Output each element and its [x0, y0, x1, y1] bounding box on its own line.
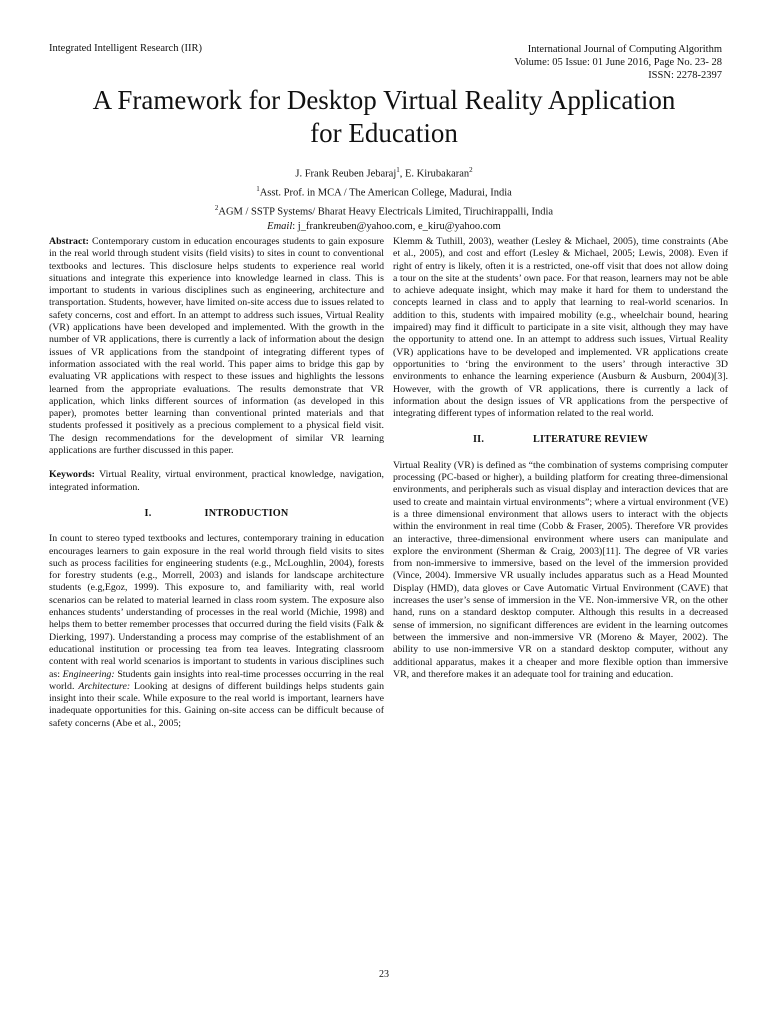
email-addresses: : j_frankreuben@yahoo.com, e_kiru@yahoo.com [292, 221, 501, 232]
abstract-label: Abstract: [49, 236, 89, 247]
author-2-mark: 2 [469, 166, 473, 174]
author-1: J. Frank Reuben Jebaraj [295, 168, 397, 180]
engineering-label: Engineering: [62, 668, 115, 680]
paper-title [20, 84, 748, 150]
author-2: , E. Kirubakaran [399, 168, 470, 180]
journal-info [514, 43, 722, 82]
section-number: I. [144, 507, 152, 519]
affiliation-2 [0, 201, 768, 220]
intro-text-1: In count to stereo typed textbooks and lectures, contemporary training in education encourages learners to gain exposure in the real world through field visits to sites such as process facilities for engineering students (e.g., McLoughlin, 2004), forests for forestry students (e.g., Morrell, 2003) and islands for landscape architecture students (e.g,Egoz, 1999). This exposure to, and familiarity with, real world scenarios can be related to material learned in class room system. The exposure also enhances students’ understanding of processes in the real world (Michie, 1998) and helps them to better remember processes that occurred during the field visits (Falk & Dierking, 1997). Understanding a process may comprise of the establishment of an educational institution or processing tea from tea leaves. Integrating classroom content with real world scenarios is important to students in various disciplines such as: [49, 533, 384, 680]
intro-text-2: Students gain insights into real-time processes occurring in the real world. [49, 668, 384, 692]
section-title: INTRODUCTION [204, 507, 289, 519]
title-line-2: for Education [310, 118, 458, 148]
journal-volume: Volume: 05 Issue: 01 June 2016, Page No. 23- 28 [514, 57, 722, 68]
author-block [0, 163, 768, 235]
left-column [49, 236, 384, 730]
author-1-mark: 1 [396, 166, 400, 174]
keywords-paragraph [49, 469, 384, 494]
email-line [0, 220, 768, 235]
page-number: 23 [379, 969, 389, 980]
abstract-paragraph [49, 236, 384, 457]
abstract-text: Contemporary custom in education encourages students to gain exposure in the real world through student visits (field visits) to sites in count to conventional textbooks and lectures. This disclosure helps students to experience real world situations and integrate this experience into knowledge learned in class. This is important to students in various disciplines such as engineering, architecture and transportation. Students, however, have limited on-site access due to issues related to safety concerns, cost and effort. In an attempt to address such issues, Virtual Reality (VR) applications have been developed and implemented. With the growth in the number of VR applications, there is currently a lack of information about the design issues of VR applications from the standpoint of integrating different types of information associated with the real world. This paper aims to bridge this gap by evaluating VR applications with respect to these issues and highlights the lessons learned from the appropriate evaluations. The results demonstrate that VR application, which links different sources of information (as developed in this paper), promotes better learning than conventional printed materials and that students professed it positively as a precious complement to a physical field visit. The design recommendations for the development of similar VR learning applications are further discussed in this paper. [49, 236, 384, 457]
email-label: Email [267, 221, 293, 232]
keywords-text: Virtual Reality, virtual environment, practical knowledge, navigation, integrated information. [49, 469, 384, 493]
affiliation-1-text: Asst. Prof. in MCA / The American College, Madurai, India [259, 187, 512, 199]
author-names [0, 163, 768, 182]
right-column [393, 236, 728, 681]
section-heading-literature-review [393, 434, 728, 446]
intro-text-3: Looking at designs of different buildings helps students gain insight into their scale. While exposure to the real world is important, learners have inadequate opportunities for this. Gaining on-site access can be difficult because of safety concerns (Abe et al., 2005; [49, 680, 385, 729]
affiliation-1 [0, 182, 768, 201]
literature-review-paragraph: Virtual Reality (VR) is defined as “the combination of systems comprising computer processing (PC-based or higher), a building platform for creating three-dimensional environments, and peripherals such as visual display and interaction devices that are used to create and maintain virtual environments”; where a virtual environment (VE) is a three dimensional environment that allows users to interact with the objects within the environment in real time (Cobb & Fraser, 2005). Therefore VR provides an interactive, three-dimensional environment where users can manipulate and explore the environment (Sherman & Craig, 2003)[11]. The degree of VR varies from non-immersive to immersive, based on the level of the immersion provided (Vince, 2004). Immersive VR usually includes apparatus such as a Head Mounted Display (HMD), data gloves or Cave Automatic Virtual Environment (CAVE) that increases the user’s sense of immersion in the VE. Non-immersive VR, on the other hand, runs on a standard desktop computer. Although this results in a decreased sense of immersion, no significant differences are evident in the learning outcomes between the immersive and non-immersive VR (Moreno & Mayer, 2002). The ability to use non-immersive VR on a standard desktop computer, without any additional apparatus, makes it a cheaper and more flexible option than immersive VR, and therefore makes it an adequate tool for training and education. [393, 459, 728, 680]
keywords-label: Keywords: [49, 469, 95, 481]
journal-issn: ISSN: 2278-2397 [648, 70, 722, 81]
affiliation-1-mark: 1 [256, 185, 260, 193]
introduction-paragraph [49, 533, 384, 730]
title-line-1: A Framework for Desktop Virtual Reality Application [92, 85, 676, 115]
introduction-continued: Klemm & Tuthill, 2003), weather (Lesley & Michael, 2005), time constraints (Abe et al., 2005), and cost and effort (Lesley & Michael, 2005; Lewis, 2008). Even if right of entry is likely, often it is a restricted, one-off visit that does not allow doing a tour on the site at the students’ own pace. For that reason, learners may not be able to achieve adequate insight, which may make it hard for them to understand the concepts learned in class and to apply that learning to real-world scenarios. In addition to this, students with impaired mobility (e.g., wheelchair bound, hearing impaired) may find it difficult to participate in a site visit, although they may have the opportunity to attend one. In an attempt to address such issues, Virtual Reality (VR) applications have to be developed and implemented. VR applications create opportunities to ‘bring the environment to the users’ through interactive 3D environments to enhance the learning experience (Ausburn & Ausburn, 2004)[3]. However, with the growth of VR applications, there is currently a lack of information about the design issues of VR applications from the perspective of integrating different types of information related to the real world. [393, 236, 728, 420]
architecture-label: Architecture: [78, 680, 131, 692]
section-number: II. [472, 434, 485, 446]
section-title: LITERATURE REVIEW [532, 434, 648, 446]
affiliation-2-mark: 2 [214, 204, 219, 212]
journal-name: International Journal of Computing Algorithm [527, 44, 722, 55]
section-heading-introduction [49, 508, 384, 520]
affiliation-2-text: AGM / SSTP Systems/ Bharat Heavy Electricals Limited, Tiruchirappalli, India [218, 206, 554, 218]
journal-publisher: Integrated Intelligent Research (IIR) [49, 43, 203, 54]
